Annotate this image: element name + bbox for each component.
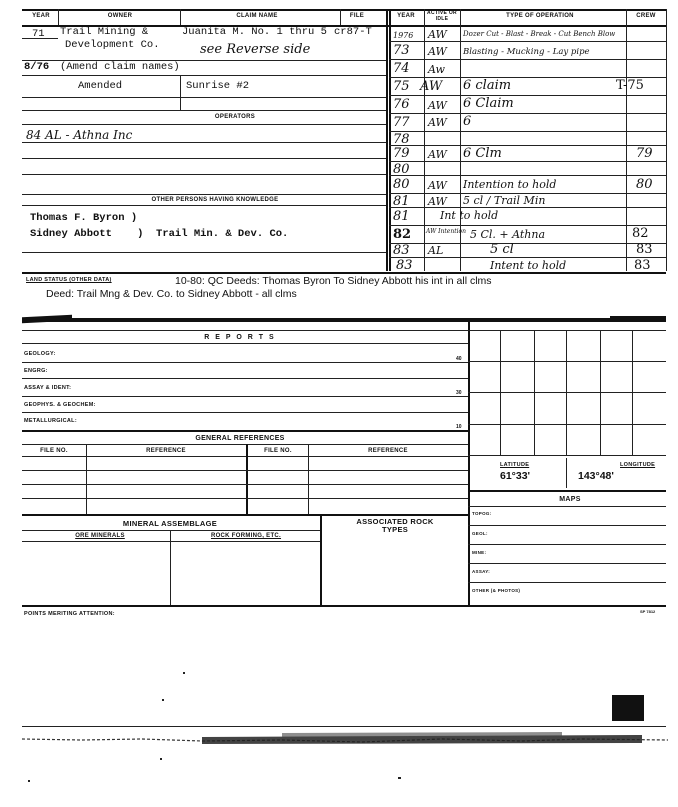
activity-8-status: AW xyxy=(428,148,447,161)
activity-12-year: 81 xyxy=(393,209,410,224)
activity-11-operation: 5 cl / Trail Min xyxy=(463,194,546,207)
owner-row-1-owner: Trail Mining & xyxy=(60,26,149,38)
header-crew: CREW xyxy=(636,13,656,19)
report-geology-num: 40 xyxy=(456,356,462,362)
activity-13-crew: 82 xyxy=(632,226,649,241)
operator-entry-1: 84 AL - Athna Inc xyxy=(26,128,133,142)
mineral-assemblage-title: MINERAL ASSEMBLAGE xyxy=(122,519,218,528)
report-assay: ASSAY & IDENT: xyxy=(24,385,72,391)
maps-topog: TOPOG: xyxy=(472,511,492,516)
other-persons-title: OTHER PERSONS HAVING KNOWLEDGE xyxy=(151,197,279,203)
associated-rock-types: ASSOCIATED ROCK TYPES xyxy=(356,517,434,534)
activity-1-year: 1976 xyxy=(393,31,414,40)
activity-4-operation: 6 claim xyxy=(463,78,512,93)
activity-5-year: 76 xyxy=(393,97,410,112)
latitude-value: 61°33' xyxy=(500,470,531,482)
activity-7-year: 78 xyxy=(393,132,410,147)
header-claim-name: CLAIM NAME xyxy=(236,13,278,19)
activity-15-year: 83 xyxy=(396,258,413,273)
form-code: SP 7812 xyxy=(640,609,656,614)
activity-15-crew: 83 xyxy=(634,258,651,273)
handwritten-claim-note: see Reverse side xyxy=(200,42,311,57)
activity-4-crew: T-75 xyxy=(616,78,644,93)
maps-other: OTHER (& PHOTOS) xyxy=(472,588,521,593)
owner-row-4-owner: Amended xyxy=(78,80,123,92)
report-geophys: GEOPHYS. & GEOCHEM: xyxy=(24,402,96,408)
activity-10-year: 80 xyxy=(393,177,410,192)
scan-noise-band xyxy=(22,727,668,749)
activity-11-status: AW xyxy=(428,195,447,208)
gen-ref-col-file-1: FILE NO. xyxy=(40,448,68,454)
activity-12-operation: Int to hold xyxy=(440,209,499,222)
activity-5-status: AW xyxy=(428,99,447,112)
activity-8-operation: 6 Clm xyxy=(463,146,502,161)
reports-top-border xyxy=(22,318,666,322)
header-owner: OWNER xyxy=(107,13,133,19)
activity-6-operation: 6 xyxy=(463,114,472,129)
activity-1-operation: Dozer Cut - Blast - Break - Cut Bench Blow xyxy=(463,30,616,38)
activity-13-year: 82 xyxy=(393,227,412,242)
activity-3-status: Aw xyxy=(428,63,445,76)
header-active-idle: ACTIVE OR IDLE xyxy=(427,10,457,22)
owner-row-1-claim: Juanita M. No. 1 thru 5 xyxy=(182,26,327,38)
activity-2-status: AW xyxy=(428,45,447,58)
header-file: FILE xyxy=(349,13,365,19)
activity-13-operation: 5 Cl. + Athna xyxy=(470,228,546,241)
activity-3-year: 74 xyxy=(393,61,410,76)
activity-9-year: 80 xyxy=(393,162,410,177)
activity-14-status: AL xyxy=(428,244,444,257)
activity-6-status: AW xyxy=(428,116,447,129)
activity-8-crew: 79 xyxy=(636,146,653,161)
owner-row-3-owner: (Amend claim names) xyxy=(60,61,180,73)
activity-10-status: AW xyxy=(428,179,447,192)
owner-row-4-claim: Sunrise #2 xyxy=(186,80,250,92)
header-year-2: YEAR xyxy=(397,13,415,19)
activity-2-year: 73 xyxy=(393,43,410,58)
report-metallurgical-num: 10 xyxy=(456,424,462,430)
activity-15-operation: Intent to hold xyxy=(490,259,567,272)
land-status-line-1: 10-80: QC Deeds: Thomas Byron To Sidney Abbott his int in all clms xyxy=(175,275,492,287)
activity-14-crew: 83 xyxy=(636,242,653,257)
owner-row-1-file: cr87-T xyxy=(334,26,372,38)
scan-black-tab xyxy=(612,695,644,721)
activity-6-year: 77 xyxy=(393,115,410,130)
operators-title: OPERATORS xyxy=(214,114,256,120)
maps-mine: MINE: xyxy=(472,550,487,555)
owner-row-3-year: 8/76 xyxy=(24,61,50,73)
activity-2-operation: Blasting - Mucking - Lay pipe xyxy=(463,47,590,57)
rock-forming: ROCK FORMING, ETC. xyxy=(210,533,282,539)
report-geology: GEOLOGY: xyxy=(24,351,56,357)
points-meriting-attention: POINTS MERITING ATTENTION: xyxy=(24,611,115,617)
report-metallurgical: METALLURGICAL: xyxy=(24,418,77,424)
gen-ref-col-file-2: FILE NO. xyxy=(264,448,292,454)
land-status-label: LAND STATUS (OTHER DATA) xyxy=(26,277,112,283)
other-person-line-1: Thomas F. Byron ) xyxy=(30,212,138,224)
owner-row-1-year: 71 xyxy=(32,28,45,40)
report-engrg: ENGRG: xyxy=(24,368,48,374)
activity-10-operation: Intention to hold xyxy=(463,178,557,191)
maps-assay: ASSAY: xyxy=(472,569,491,574)
activity-4-year: 75 xyxy=(393,79,410,94)
activity-1-status: AW xyxy=(428,28,447,41)
maps-title: MAPS xyxy=(559,496,581,503)
header-year: YEAR xyxy=(32,13,50,19)
activity-8-year: 79 xyxy=(393,146,410,161)
latitude-label: LATITUDE xyxy=(500,462,530,468)
gen-ref-col-ref-1: REFERENCE xyxy=(146,448,186,454)
activity-14-year: 83 xyxy=(393,243,410,258)
header-type-of-operation: TYPE OF OPERATION xyxy=(506,13,574,19)
owner-row-2-owner: Development Co. xyxy=(65,39,160,51)
activity-5-operation: 6 Claim xyxy=(463,96,514,111)
activity-10-crew: 80 xyxy=(636,177,653,192)
longitude-value: 143°48' xyxy=(578,470,614,482)
general-references-title: GENERAL REFERENCES xyxy=(195,435,285,442)
land-status-line-2: Deed: Trail Mng & Dev. Co. to Sidney Abbott - all clms xyxy=(46,288,297,300)
activity-11-year: 81 xyxy=(393,194,410,209)
ore-minerals: ORE MINERALS xyxy=(75,533,125,539)
activity-14-operation: 5 cl xyxy=(490,242,514,257)
gen-ref-col-ref-2: REFERENCE xyxy=(368,448,408,454)
other-person-line-2: Sidney Abbott ) Trail Min. & Dev. Co. xyxy=(30,228,289,240)
activity-4-status: AW xyxy=(420,79,443,94)
longitude-label: LONGITUDE xyxy=(620,462,656,468)
report-assay-num: 30 xyxy=(456,390,462,396)
activity-13-status: AW Intention xyxy=(426,228,467,235)
maps-geol: GEOL: xyxy=(472,531,488,536)
reports-title: R E P O R T S xyxy=(204,334,276,341)
